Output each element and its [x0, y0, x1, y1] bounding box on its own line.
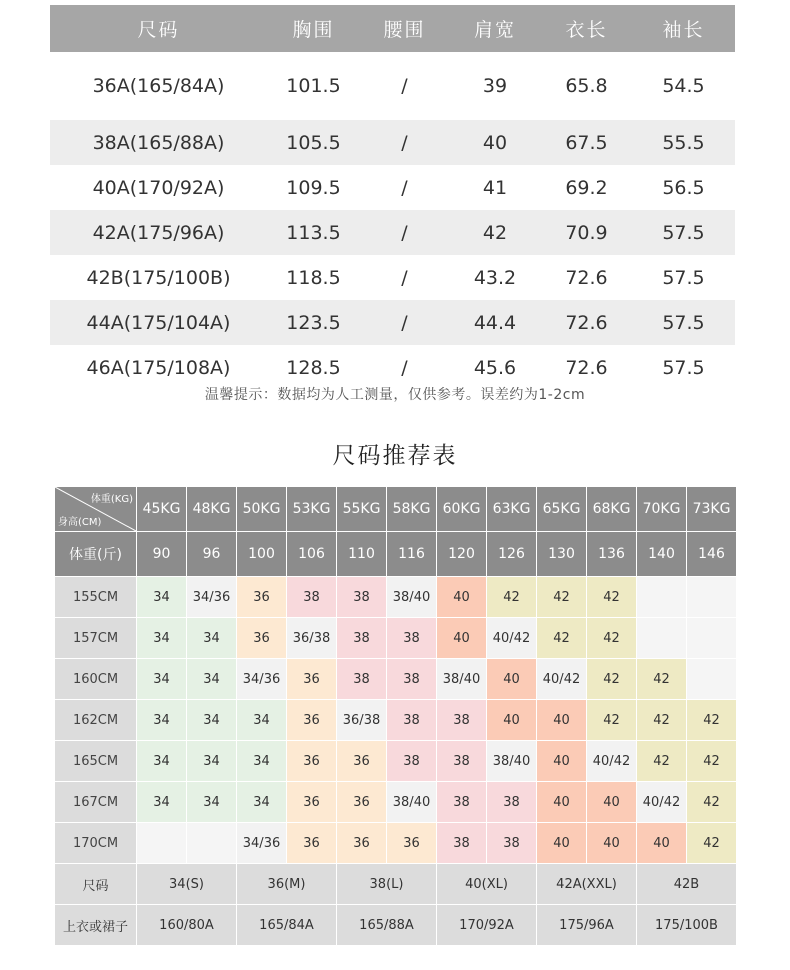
recommended-size-cell: 38 [337, 577, 387, 618]
recommended-size-cell: 42 [637, 700, 687, 741]
recommended-size-cell: 40 [537, 700, 587, 741]
recommended-size-cell: 38/40 [387, 577, 437, 618]
recommended-size-cell: 38/40 [437, 659, 487, 700]
weight-kg-cell: 60KG [437, 487, 487, 532]
recommended-size-cell: 36 [287, 823, 337, 864]
height-row [55, 700, 737, 741]
recommended-size-cell: 34 [237, 782, 287, 823]
cell-chest: 123.5 [267, 300, 360, 345]
garment-footer-cell: 160/80A [137, 905, 237, 946]
size-spec-row [50, 255, 735, 300]
cell-chest: 118.5 [286, 266, 341, 289]
cell-size: 36A(165/84A) [92, 75, 225, 97]
recommended-size-cell: 40 [537, 741, 587, 782]
recommended-size-cell: 38/40 [487, 741, 537, 782]
recommended-size-cell: 38 [487, 782, 537, 823]
size-recommendation-title: 尺码推荐表 [332, 443, 458, 469]
recommended-size-cell: 38 [287, 577, 337, 618]
recommended-size-cell: 36 [337, 823, 387, 864]
cell-chest: 105.5 [267, 120, 360, 165]
size-spec-header-row [50, 5, 735, 52]
size-footer-cell: 38(L) [337, 864, 437, 905]
height-row [55, 618, 737, 659]
height-label: 165CM [55, 741, 137, 782]
corner-height-label: 身高(CM) [58, 517, 102, 528]
cell-chest: 101.5 [286, 75, 341, 97]
cell-size: 40A(170/92A) [92, 176, 225, 199]
weight-kg-cell: 63KG [487, 487, 537, 532]
recommended-size-cell: 38 [487, 823, 537, 864]
weight-kg-cell: 73KG [687, 487, 737, 532]
corner-weight-label: 体重(KG) [90, 494, 133, 505]
cell-shoulder: 43.2 [473, 266, 517, 289]
recommended-size-cell: 34 [237, 700, 287, 741]
weight-jin-cell: 146 [687, 532, 737, 577]
garment-footer-cell: 175/100B [637, 905, 737, 946]
cell-length: 72.6 [565, 356, 608, 379]
height-label: 170CM [55, 823, 137, 864]
recommended-size-cell: 36/38 [337, 700, 387, 741]
size-spec-row [50, 120, 735, 165]
weight-jin-cell: 100 [237, 532, 287, 577]
recommended-size-cell: 34 [237, 741, 287, 782]
cell-chest: 109.5 [286, 176, 341, 199]
cell-chest: 113.5 [267, 210, 360, 255]
size-footer-label: 尺码 [55, 864, 137, 905]
size-footer-cell: 42B [637, 864, 737, 905]
recommended-size-cell: 42 [687, 741, 737, 782]
weight-kg-cell: 50KG [237, 487, 287, 532]
recommended-size-cell: 38 [387, 618, 437, 659]
header-waist: 腰围 [360, 5, 449, 52]
weight-jin-cell: 126 [487, 532, 537, 577]
weight-kg-cell: 65KG [537, 487, 587, 532]
recommended-size-cell [687, 659, 737, 700]
recommended-size-cell: 36 [287, 782, 337, 823]
recommended-size-cell: 40 [587, 782, 637, 823]
cell-shoulder: 40 [449, 120, 541, 165]
recommended-size-cell: 34 [187, 659, 237, 700]
weight-jin-cell: 116 [387, 532, 437, 577]
recommended-size-cell: 34 [137, 659, 187, 700]
recommended-size-cell: 34 [187, 618, 237, 659]
header-chest: 胸围 [267, 5, 360, 52]
size-footer-cell: 36(M) [237, 864, 337, 905]
recommended-size-cell: 36 [287, 700, 337, 741]
recommended-size-cell: 38 [337, 659, 387, 700]
height-row [55, 659, 737, 700]
garment-footer-cell: 165/84A [237, 905, 337, 946]
size-spec-row [50, 52, 735, 120]
recommended-size-cell: 34/36 [237, 823, 287, 864]
weight-jin-cell: 136 [587, 532, 637, 577]
recommended-size-cell: 40 [587, 823, 637, 864]
recommended-size-cell: 34 [137, 618, 187, 659]
recommended-size-cell: 36 [387, 823, 437, 864]
weight-jin-cell: 140 [637, 532, 687, 577]
garment-footer-label: 上衣或裙子 [55, 905, 137, 946]
recommended-size-cell: 40/42 [537, 659, 587, 700]
height-label: 162CM [55, 700, 137, 741]
recommended-size-cell: 34 [187, 700, 237, 741]
recommended-size-cell: 40 [437, 618, 487, 659]
weight-kg-cell: 58KG [387, 487, 437, 532]
size-footer-cell: 34(S) [137, 864, 237, 905]
recommended-size-cell [687, 577, 737, 618]
cell-sleeve: 57.5 [632, 210, 735, 255]
recommended-size-cell: 34/36 [237, 659, 287, 700]
weight-jin-cell: 130 [537, 532, 587, 577]
size-footer-cell: 42A(XXL) [537, 864, 637, 905]
weight-jin-row [55, 532, 737, 577]
header-shoulder: 肩宽 [449, 5, 541, 52]
recommended-size-cell: 42 [537, 618, 587, 659]
recommended-size-cell: 36 [287, 659, 337, 700]
header-length: 衣长 [541, 5, 632, 52]
weight-kg-cell: 55KG [337, 487, 387, 532]
height-row [55, 741, 737, 782]
size-spec-row [50, 300, 735, 345]
recommended-size-cell: 36 [237, 577, 287, 618]
corner-cell [55, 487, 137, 532]
weight-kg-cell: 68KG [587, 487, 637, 532]
recommended-size-cell: 38 [387, 659, 437, 700]
recommended-size-cell: 38 [437, 700, 487, 741]
recommended-size-cell: 34/36 [187, 577, 237, 618]
weight-jin-cell: 110 [337, 532, 387, 577]
height-row [55, 823, 737, 864]
size-spec-row [50, 210, 735, 255]
cell-length: 69.2 [565, 176, 608, 199]
cell-chest: 128.5 [286, 356, 341, 379]
recommended-size-cell: 42 [587, 577, 637, 618]
recommended-size-cell: 42 [487, 577, 537, 618]
recommended-size-cell: 38 [387, 700, 437, 741]
weight-jin-cell: 90 [137, 532, 187, 577]
weight-kg-cell: 53KG [287, 487, 337, 532]
size-footer-cell: 40(XL) [437, 864, 537, 905]
recommended-size-cell [687, 618, 737, 659]
weight-jin-cell: 96 [187, 532, 237, 577]
size-spec-table [50, 5, 735, 390]
recommended-size-cell: 42 [587, 618, 637, 659]
recommended-size-cell: 40/42 [587, 741, 637, 782]
recommended-size-cell: 34 [137, 577, 187, 618]
size-recommendation-table [54, 486, 737, 946]
cell-shoulder: 44.4 [449, 300, 541, 345]
cell-size: 44A(175/104A) [50, 300, 267, 345]
recommended-size-cell: 40/42 [637, 782, 687, 823]
cell-shoulder: 45.6 [473, 356, 517, 379]
recommended-size-cell: 40 [487, 700, 537, 741]
weight-jin-cell: 120 [437, 532, 487, 577]
cell-sleeve: 55.5 [632, 120, 735, 165]
cell-length: 65.8 [565, 75, 608, 97]
cell-sleeve: 54.5 [662, 75, 705, 97]
cell-length: 72.6 [565, 266, 608, 289]
recommended-size-cell: 40 [537, 823, 587, 864]
recommended-size-cell: 42 [587, 700, 637, 741]
cell-sleeve: 56.5 [662, 176, 705, 199]
height-label: 160CM [55, 659, 137, 700]
size-footer-row [55, 864, 737, 905]
recommended-size-cell [137, 823, 187, 864]
cell-size: 42A(175/96A) [50, 210, 267, 255]
recommended-size-cell: 40 [637, 823, 687, 864]
cell-length: 70.9 [541, 210, 632, 255]
header-sleeve: 袖长 [632, 5, 735, 52]
recommended-size-cell: 42 [537, 577, 587, 618]
recommended-size-cell: 34 [187, 741, 237, 782]
recommended-size-cell: 42 [637, 741, 687, 782]
height-row [55, 782, 737, 823]
height-label: 167CM [55, 782, 137, 823]
garment-footer-cell: 175/96A [537, 905, 637, 946]
recommended-size-cell: 36/38 [287, 618, 337, 659]
cell-sleeve: 57.5 [662, 356, 705, 379]
cell-sleeve: 57.5 [632, 300, 735, 345]
garment-footer-cell: 165/88A [337, 905, 437, 946]
measurement-note: 温馨提示：数据均为人工测量，仅供参考。误差约为1-2cm [204, 387, 586, 403]
weight-kg-cell: 70KG [637, 487, 687, 532]
recommended-size-cell: 36 [337, 782, 387, 823]
recommended-size-cell: 40 [437, 577, 487, 618]
recommended-size-cell: 34 [137, 700, 187, 741]
cell-sleeve: 57.5 [662, 266, 705, 289]
recommended-size-cell: 38 [437, 823, 487, 864]
recommended-size-cell: 42 [687, 700, 737, 741]
weight-kg-cell: 45KG [137, 487, 187, 532]
cell-shoulder: 42 [449, 210, 541, 255]
cell-waist: / [401, 176, 408, 199]
recommended-size-cell: 38 [387, 741, 437, 782]
cell-size: 38A(165/88A) [50, 120, 267, 165]
cell-length: 72.6 [541, 300, 632, 345]
recommended-size-cell: 38 [437, 782, 487, 823]
cell-size: 46A(175/108A) [86, 356, 231, 379]
recommended-size-cell [637, 618, 687, 659]
cell-length: 67.5 [541, 120, 632, 165]
recommended-size-cell: 38/40 [387, 782, 437, 823]
recommended-size-cell: 38 [337, 618, 387, 659]
size-spec-row [50, 165, 735, 210]
cell-waist: / [360, 300, 449, 345]
recommended-size-cell: 34 [137, 741, 187, 782]
recommended-size-cell: 38 [437, 741, 487, 782]
recommended-size-cell: 36 [237, 618, 287, 659]
recommended-size-cell: 36 [337, 741, 387, 782]
recommended-size-cell [637, 577, 687, 618]
recommended-size-cell: 40/42 [487, 618, 537, 659]
garment-footer-cell: 170/92A [437, 905, 537, 946]
cell-waist: / [401, 75, 408, 97]
weight-kg-row [55, 487, 737, 532]
header-size: 尺码 [50, 5, 267, 52]
weight-kg-cell: 48KG [187, 487, 237, 532]
recommended-size-cell: 42 [587, 659, 637, 700]
cell-waist: / [360, 210, 449, 255]
recommended-size-cell: 36 [287, 741, 337, 782]
recommended-size-cell: 42 [637, 659, 687, 700]
cell-waist: / [401, 266, 408, 289]
cell-size: 42B(175/100B) [86, 266, 231, 289]
weight-jin-label: 体重(斤) [55, 532, 137, 577]
cell-waist: / [360, 120, 449, 165]
recommended-size-cell: 42 [687, 823, 737, 864]
height-label: 157CM [55, 618, 137, 659]
recommended-size-cell [187, 823, 237, 864]
recommended-size-cell: 34 [187, 782, 237, 823]
recommended-size-cell: 40 [487, 659, 537, 700]
height-label: 155CM [55, 577, 137, 618]
cell-shoulder: 39 [482, 75, 508, 97]
weight-jin-cell: 106 [287, 532, 337, 577]
recommended-size-cell: 42 [687, 782, 737, 823]
cell-shoulder: 41 [482, 176, 508, 199]
garment-footer-row [55, 905, 737, 946]
height-row [55, 577, 737, 618]
recommended-size-cell: 34 [137, 782, 187, 823]
cell-waist: / [401, 356, 408, 379]
recommended-size-cell: 40 [537, 782, 587, 823]
